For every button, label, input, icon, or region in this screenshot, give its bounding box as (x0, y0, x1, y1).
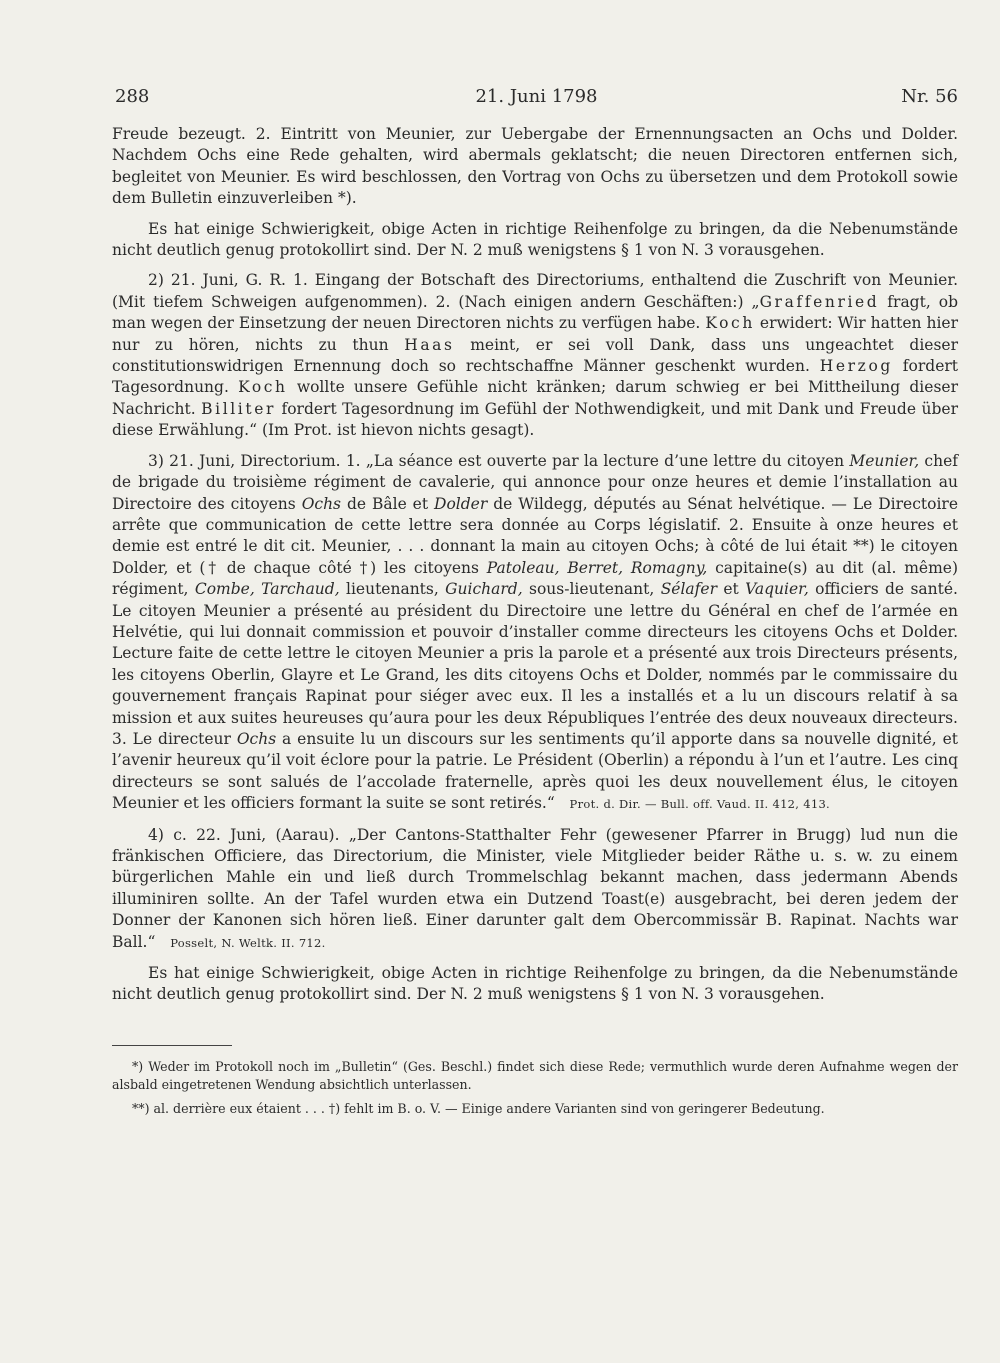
speaker-name: Koch (705, 314, 755, 333)
header-date: 21. Juni 1798 (475, 86, 598, 107)
footnotes (112, 1058, 958, 1124)
source-reference: N. Weltk. II. 712. (217, 935, 326, 950)
speaker-name: Haas (404, 335, 455, 354)
paragraph-entry-2: 2) 21. Juni, G. R. 1. Eingang der Botschaft des Directoriums, enthaltend die Zuschrift von Meunier. (Mit tiefem Schweigen aufgenommen). 2. (Nach einigen andern Geschäften:) „Graffenried fragt, ob man wegen der Einsetzung der neuen Directoren nichts zu verfügen habe. Koch erwidert: Wir hatten hier nur zu hören, nichts zu thun Haas meint, er sei voll Dank, dass uns ungeachtet dieser constitutionswidrigen Ernennung doch so rechtschaffne Männer geschenkt wurden. Herzog fordert Tagesordnung. Koch wollte unsere Gefühle nicht kränken; darum schwieg er bei Mittheilung dieser Nachricht. Billiter fordert Tagesordnung im Gefühl der Nothwendigkeit, und mit Dank und Freude über diese Erwählung.“ (Im Prot. ist hievon nichts gesagt). (112, 271, 959, 440)
document-number: Nr. 56 (901, 86, 958, 107)
source-author: Posselt, (170, 935, 218, 950)
speaker-name: Herzog (819, 357, 893, 376)
footnote-1: *) Weder im Protokoll noch im „Bulletin“ (Ges. Beschl.) findet sich diese Rede; vermuthlich wurde deren Aufnahme wegen der alsbald eingetretenen Wendung absichtlich unterlassen. (112, 1059, 958, 1092)
main-text (112, 124, 958, 1015)
source-reference: Prot. d. Dir. — Bull. off. Vaud. II. 412, 413. (569, 797, 831, 812)
page-number: 288 (115, 86, 150, 107)
speaker-name: Graffenried (759, 292, 880, 311)
paragraph-remark-repeat: Es hat einige Schwierigkeit, obige Acten in richtige Reihenfolge zu bringen, da die Nebenumstände nicht deutlich genug protokollirt sind. Der N. 2 muß wenigstens § 1 von N. 3 vorausgehen. (112, 964, 958, 1004)
paragraph-entry-4: 4) c. 22. Juni, (Aarau). „Der Cantons-Statthalter Fehr (gewesener Pfarrer in Brugg) lud nun die fränkischen Officiere, das Directorium, die Minister, viele Mitglieder beider Räthe u. s. w. zu einem bürgerlichen Mahle ein und ließ durch Trommelschlag bekannt machen, dass jedermann Abends illuminiren sollte. An der Tafel wurden etwa ein Dutzend Toast(e) ausgebracht, bei deren jedem der Donner der Kanonen sich hören ließ. Einer darunter galt dem Obercommissär B. Rapinat. Nachts war Ball.“ Posselt, N. Weltk. II. 712. (112, 825, 958, 951)
speaker-name: Koch (238, 378, 288, 397)
speaker-name: Billiter (201, 399, 276, 418)
paragraph-remark: Es hat einige Schwierigkeit, obige Acten in richtige Reihenfolge zu bringen, da die Nebenumstände nicht deutlich genug protokollirt sind. Der N. 2 muß wenigstens § 1 von N. 3 vorausgehen. (112, 219, 958, 260)
footnote-2: **) al. derrière eux étaient . . . †) fehlt im B. o. V. — Einige andere Varianten sind von geringerer Bedeutung. (132, 1101, 825, 1116)
paragraph-entry-3: 3) 21. Juni, Directorium. 1. „La séance est ouverte par la lecture d’une lettre du citoyen Meunier, chef de brigade du troisième régiment de cavalerie, qui annonce pour onze heures et demie l’installation au Directoire des citoyens Ochs de Bâle et Dolder de Wildegg, députés au Sénat helvétique. — Le Directoire arrête que communication de cette lettre sera donnée au Corps législatif. 2. Ensuite à onze heures et demie est entré le dit cit. Meunier, . . . donnant la main au citoyen Ochs; à côté de lui était **) le citoyen Dolder, et († de chaque côté †) les citoyens Patoleau, Berret, Romagny, capitaine(s) au dit (al. même) régiment, Combe, Tarchaud, lieutenants, Guichard, sous-lieutenant, Sélafer et Vaquier, officiers de santé. Le citoyen Meunier a présenté au président du Directoire une lettre du Général en chef de l’armée en Helvétie, qui lui donnait commission et pouvoir d’installer comme directeurs les citoyens Ochs et Dolder. Lecture faite de cette lettre le citoyen Meunier a pris la parole et a présenté aux trois Directeurs présents, les citoyens Oberlin, Glayre et Le Grand, les dits citoyens Ochs et Dolder, nommés par le commissaire du gouvernement français Rapinat pour siéger avec eux. Il les a installés et a lu un discours relatif à sa mission et aux suites heureuses qu’aura pour les deux Républiques l’entrée des deux nouveaux directeurs. 3. Le directeur Ochs a ensuite lu un discours sur les sentiments qu’il apporte dans sa nouvelle dignité, et l’avenir heureux qu’il voit éclore pour la patrie. Le Président (Oberlin) a répondu à l’un et l’autre. Les cinq directeurs se sont salués de l’accolade fraternelle, après quoi les deux nouvellement élus, le citoyen Meunier et les officiers formant la suite se sont retirés.“ Prot. d. Dir. — Bull. off. Vaud. II. 412, 413. (112, 451, 959, 813)
paragraph-continuation: Freude bezeugt. 2. Eintritt von Meunier, zur Uebergabe der Ernennungsacten an Ochs und Dolder. Nachdem Ochs eine Rede gehalten, wird abermals geklatscht; die neuen Directoren entfernen sich, begleitet von Meunier. Es wird beschlossen, den Vortrag von Ochs zu übersetzen und dem Protokoll sowie dem Bulletin einzuverleiben *). (112, 125, 958, 208)
footnote-divider (112, 1045, 232, 1046)
